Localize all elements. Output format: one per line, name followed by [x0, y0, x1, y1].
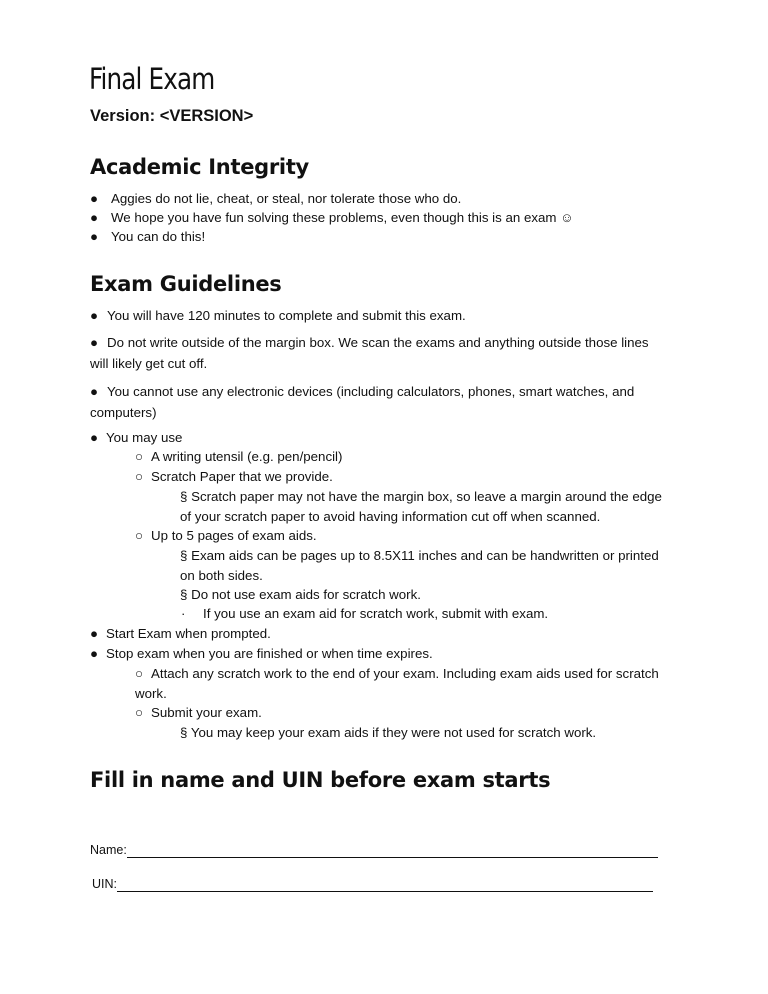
exam-guidelines-heading: Exam Guidelines [90, 272, 282, 296]
guideline-text: computers) [90, 405, 157, 420]
bullet-icon: ● [90, 210, 99, 225]
sub-item-text: work. [135, 686, 167, 701]
bullet-icon: ● [90, 191, 99, 206]
guideline-text: You may use [106, 430, 183, 445]
list-item [90, 229, 205, 245]
guideline-margin [90, 335, 649, 351]
circle-bullet-icon: ○ [135, 528, 144, 543]
sub-sub-sub-item [181, 606, 548, 622]
name-label: Name: [90, 843, 127, 857]
sub-sub-item: § Exam aids can be pages up to 8.5X11 inches and can be handwritten or printed [180, 548, 659, 563]
sub-sub-item: § Scratch paper may not have the margin box, so leave a margin around the edge [180, 489, 662, 504]
bullet-icon: ● [90, 335, 99, 350]
bullet-icon: ● [90, 646, 99, 661]
circle-bullet-icon: ○ [135, 449, 144, 464]
bullet-icon: ● [90, 308, 99, 323]
sub-item-text: Submit your exam. [151, 705, 262, 720]
circle-bullet-icon: ○ [135, 469, 144, 484]
sub-item-text: If you use an exam aid for scratch work, submit with exam. [203, 606, 549, 621]
sub-sub-item: of your scratch paper to avoid having information cut off when scanned. [180, 509, 601, 524]
bullet-icon: ● [90, 430, 99, 445]
guideline-text: Start Exam when prompted. [106, 626, 271, 641]
guideline-text: Do not write outside of the margin box. We scan the exams and anything outside those lines [107, 335, 649, 350]
list-item-text: Aggies do not lie, cheat, or steal, nor tolerate those who do. [111, 191, 462, 206]
dot-bullet-icon: · [181, 606, 186, 621]
fill-in-heading: Fill in name and UIN before exam starts [90, 768, 551, 792]
name-input-line[interactable] [127, 844, 658, 858]
guideline-devices [90, 384, 634, 400]
sub-item [135, 666, 659, 682]
version-label: Version: <VERSION> [90, 107, 254, 125]
sub-item [135, 528, 317, 544]
list-item-text: You can do this! [111, 229, 206, 244]
sub-item-text: Up to 5 pages of exam aids. [151, 528, 317, 543]
bullet-icon: ● [90, 626, 99, 641]
bullet-icon: ● [90, 384, 99, 399]
sub-item-text: Attach any scratch work to the end of your exam. Including exam aids used for scratch [151, 666, 659, 681]
sub-item [135, 469, 333, 485]
guideline-text: Stop exam when you are finished or when time expires. [106, 646, 433, 661]
guideline-start [90, 626, 271, 642]
page-title: Final Exam [89, 62, 215, 96]
guideline-may-use [90, 430, 182, 446]
list-item-text: We hope you have fun solving these problems, even though this is an exam ☺ [111, 210, 574, 225]
list-item [90, 210, 574, 226]
name-field[interactable] [90, 842, 658, 858]
sub-item-text: A writing utensil (e.g. pen/pencil) [151, 449, 343, 464]
sub-item-text: Scratch Paper that we provide. [151, 469, 333, 484]
uin-field[interactable] [92, 876, 653, 892]
guideline-time [90, 308, 466, 324]
uin-input-line[interactable] [117, 878, 653, 892]
sub-sub-item: § Do not use exam aids for scratch work. [180, 587, 421, 602]
circle-bullet-icon: ○ [135, 705, 144, 720]
sub-item [135, 705, 262, 721]
sub-item [135, 449, 342, 465]
circle-bullet-icon: ○ [135, 666, 144, 681]
academic-integrity-heading: Academic Integrity [90, 155, 309, 179]
sub-sub-item: on both sides. [180, 568, 263, 583]
uin-label: UIN: [92, 877, 117, 891]
list-item [90, 191, 461, 207]
guideline-stop [90, 646, 433, 662]
sub-sub-item: § You may keep your exam aids if they were not used for scratch work. [180, 725, 597, 740]
guideline-text: will likely get cut off. [90, 356, 208, 371]
bullet-icon: ● [90, 229, 99, 244]
guideline-text: You will have 120 minutes to complete and submit this exam. [107, 308, 466, 323]
guideline-text: You cannot use any electronic devices (including calculators, phones, smart watches, and [107, 384, 635, 399]
